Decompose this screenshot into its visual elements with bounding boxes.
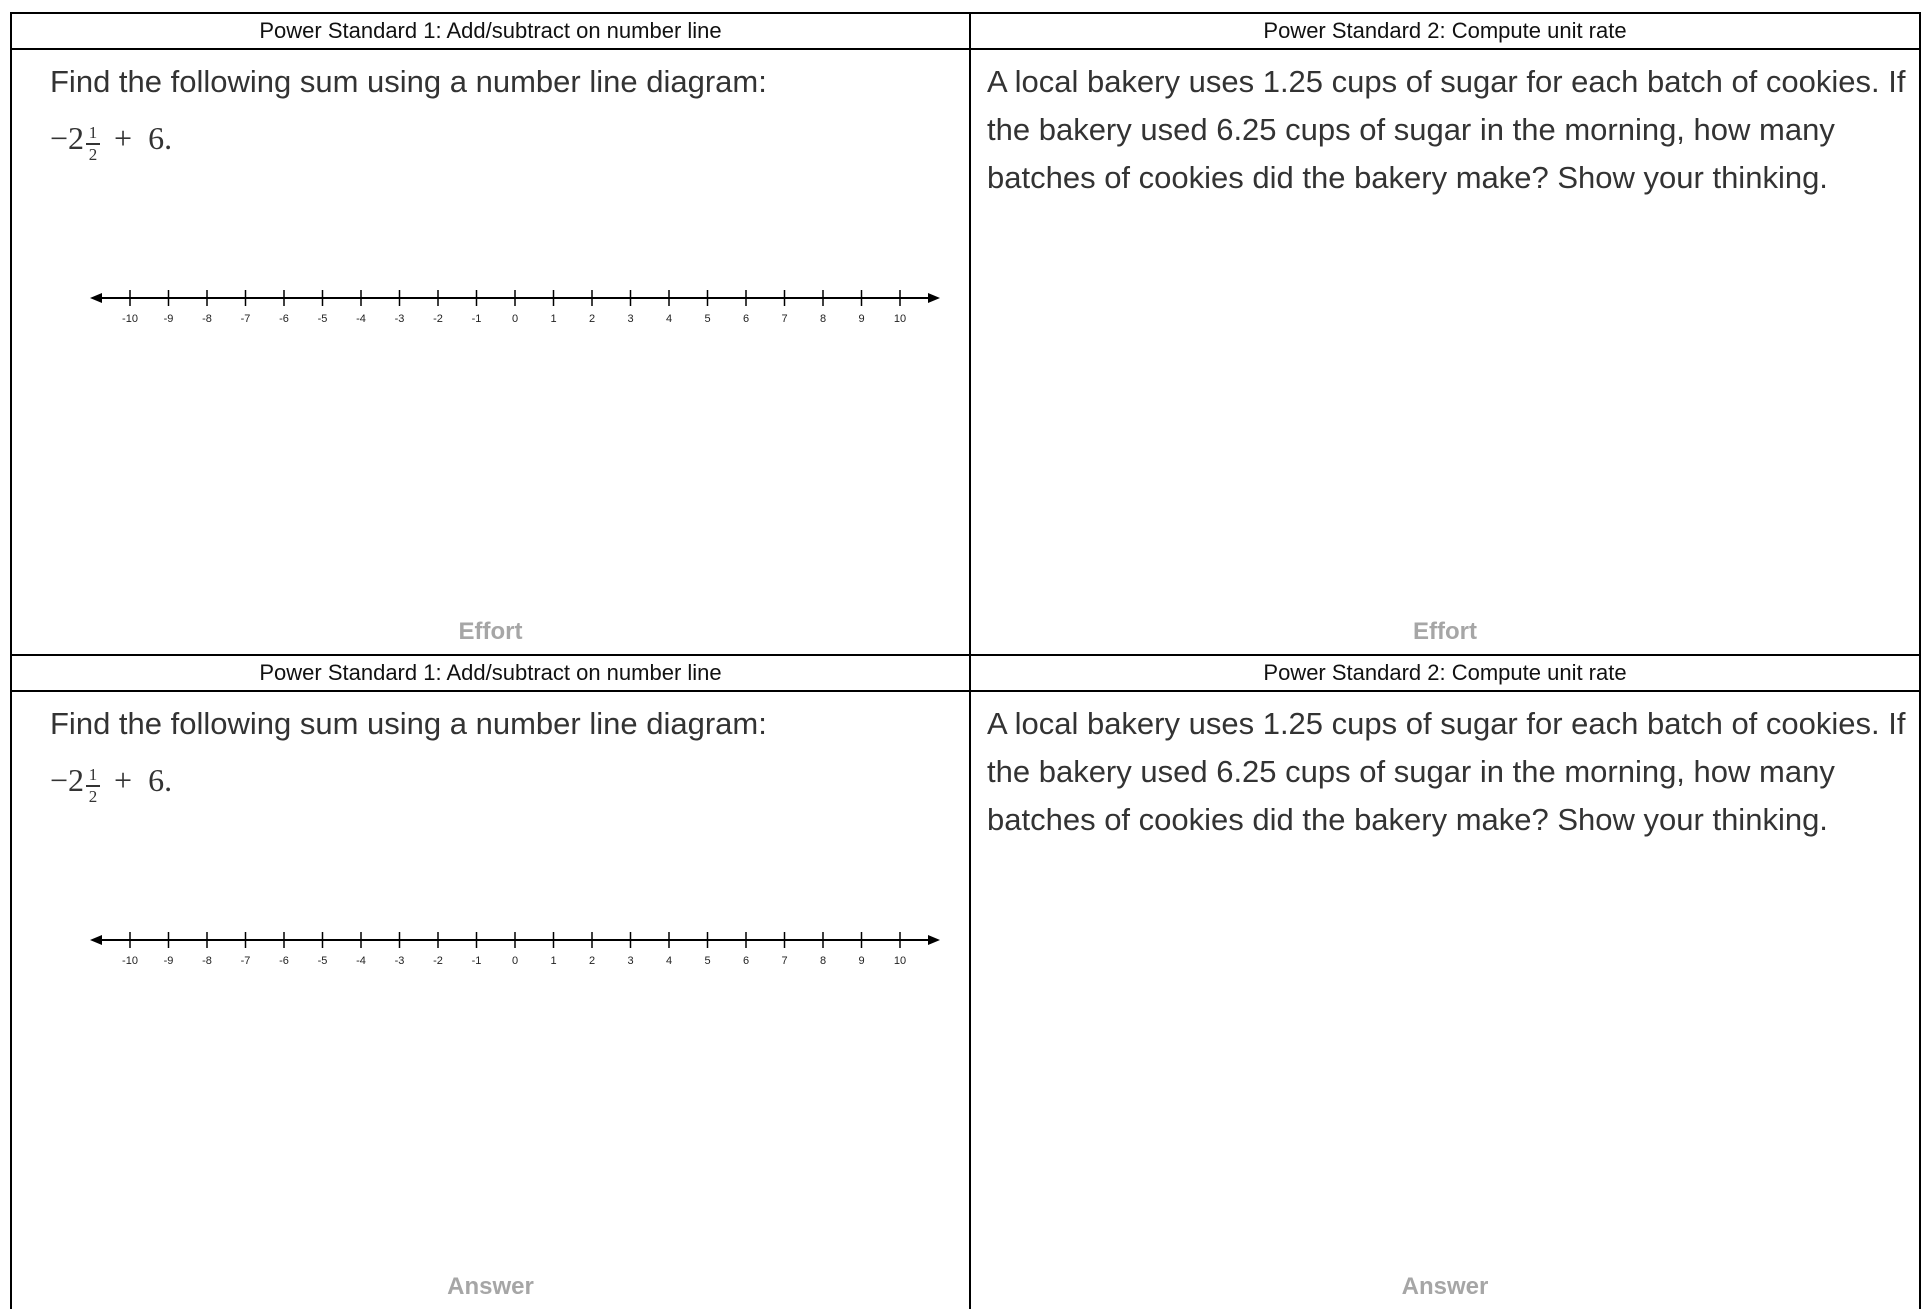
number-line-tick-label: 2 (588, 955, 596, 967)
number-line-tick-label: 7 (781, 955, 788, 967)
right-arrow-icon (928, 293, 940, 303)
cell-row2-right (971, 656, 1921, 1309)
fraction-denominator: 2 (88, 145, 98, 164)
math-expression (50, 760, 173, 806)
cell-header: Power Standard 2: Compute unit rate (971, 14, 1919, 50)
cell-header: Power Standard 1: Add/subtract on number line (12, 14, 969, 50)
cell-row1-right (971, 12, 1921, 656)
number-line-tick-label: -6 (279, 313, 289, 325)
number-line-tick-label: 9 (858, 313, 865, 325)
number-line-tick-label: -1 (471, 955, 482, 967)
number-line-tick-label: -9 (163, 955, 174, 967)
cell-body (971, 50, 1919, 654)
number-line-tick-label: 1 (550, 955, 557, 967)
expression-rest: + 6. (106, 761, 173, 798)
fraction-numerator: 1 (88, 765, 98, 784)
number-line-tick-label: 8 (819, 955, 827, 967)
number-line-tick-label: 5 (704, 313, 711, 325)
number-line-tick-label: 3 (627, 313, 634, 325)
number-line-tick-label: 10 (893, 313, 907, 325)
number-line-tick-label: -5 (317, 955, 328, 967)
problem-prompt: A local bakery uses 1.25 cups of sugar for each batch of cookies. If the bakery used 6.25 cups of sugar in the morning, how many batches of cookies did the bakery make? Show your thinking. (987, 64, 1906, 195)
number-line-tick-label: 1 (550, 313, 557, 325)
fraction (86, 124, 100, 164)
number-line-tick-label: 5 (704, 955, 711, 967)
left-arrow-icon (90, 293, 102, 303)
expression-rest: + 6. (106, 119, 173, 156)
number-line-tick-label: -7 (240, 955, 251, 967)
number-line-tick-label: -10 (122, 313, 138, 325)
fraction-denominator: 2 (88, 787, 98, 806)
mixed-number-whole: −2 (50, 761, 85, 798)
number-line-tick-label: -10 (122, 955, 138, 967)
number-line-tick-label: -3 (394, 313, 405, 325)
number-line-tick-label: 0 (511, 955, 519, 967)
answer-label: Answer (1401, 1273, 1489, 1300)
number-line-tick-label: -6 (279, 955, 289, 967)
left-arrow-icon (90, 935, 102, 945)
number-line-tick-label: -3 (394, 955, 405, 967)
fraction (86, 766, 100, 806)
number-line-tick-label: -7 (240, 313, 251, 325)
number-line-diagram (80, 924, 950, 968)
right-arrow-icon (928, 935, 940, 945)
number-line-tick-label: -2 (433, 313, 443, 325)
number-line-tick-label: 8 (819, 313, 827, 325)
cell-body (12, 50, 969, 654)
number-line-tick-label: -4 (356, 313, 366, 325)
effort-label: Effort (1413, 618, 1477, 645)
number-line-tick-label: -4 (356, 955, 366, 967)
number-line-tick-label: -8 (202, 313, 212, 325)
number-line-tick-label: 4 (665, 313, 673, 325)
number-line-tick-label: 9 (858, 955, 865, 967)
effort-label: Effort (458, 618, 523, 645)
mixed-number-whole: −2 (50, 119, 85, 156)
number-line-tick-label: 6 (742, 955, 750, 967)
number-line-tick-label: 0 (511, 313, 519, 325)
cell-row2-left (10, 656, 971, 1309)
cell-header: Power Standard 1: Add/subtract on number line (12, 656, 969, 692)
number-line-tick-label: -8 (202, 955, 212, 967)
cell-body (971, 692, 1919, 1309)
cell-body (12, 692, 969, 1309)
math-expression (50, 118, 173, 164)
number-line-diagram (80, 282, 950, 326)
number-line-tick-label: -2 (433, 955, 443, 967)
cell-header: Power Standard 2: Compute unit rate (971, 656, 1919, 692)
problem-prompt: Find the following sum using a number line diagram: (50, 64, 767, 99)
problem-prompt: A local bakery uses 1.25 cups of sugar for each batch of cookies. If the bakery used 6.25 cups of sugar in the morning, how many batches of cookies did the bakery make? Show your thinking. (987, 706, 1906, 837)
number-line-tick-label: 4 (665, 955, 673, 967)
number-line-tick-label: -1 (471, 313, 482, 325)
number-line-tick-label: 7 (781, 313, 788, 325)
cell-row1-left (10, 12, 971, 656)
number-line-tick-label: 2 (588, 313, 596, 325)
number-line-tick-label: -9 (163, 313, 174, 325)
number-line-tick-label: -5 (317, 313, 328, 325)
problem-prompt: Find the following sum using a number line diagram: (50, 706, 767, 741)
number-line-tick-label: 6 (742, 313, 750, 325)
fraction-numerator: 1 (88, 123, 98, 142)
number-line-tick-label: 3 (627, 955, 634, 967)
answer-label: Answer (447, 1273, 534, 1300)
number-line-tick-label: 10 (893, 955, 907, 967)
